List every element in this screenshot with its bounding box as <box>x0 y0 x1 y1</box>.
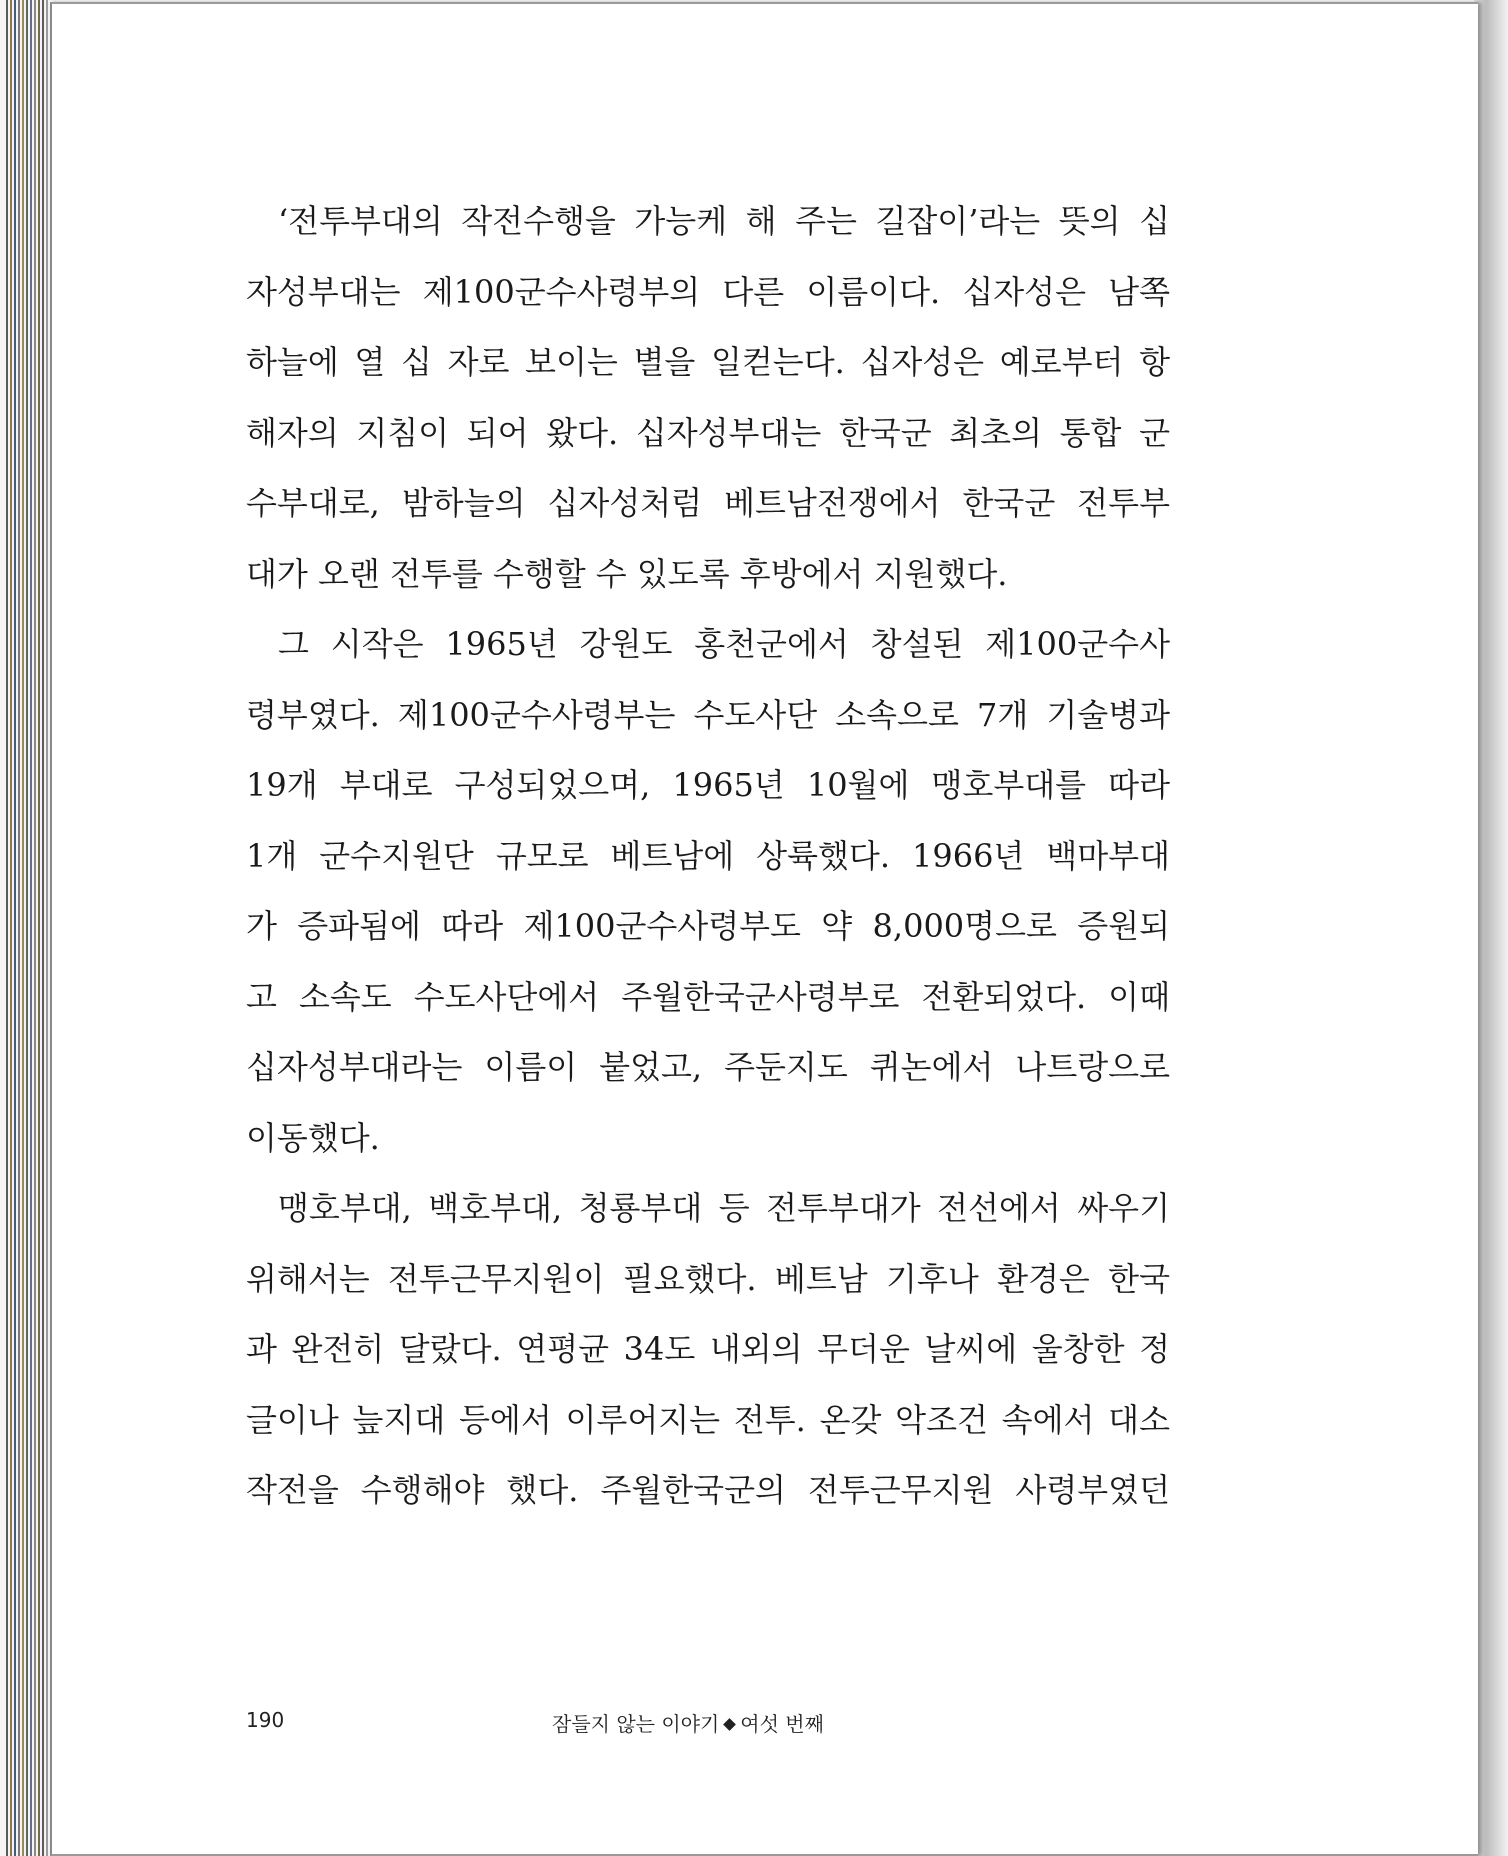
diamond-icon <box>723 1718 736 1731</box>
text-line: 십자성부대라는 이름이 붙었고, 주둔지도 퀴논에서 나트랑으로 <box>246 1048 1170 1086</box>
paragraph-1 <box>246 186 1170 609</box>
body-text <box>246 186 1170 1526</box>
text-line: 작전을 수행해야 했다. 주월한국군의 전투근무지원 사령부였던 <box>246 1471 1170 1509</box>
page-shadow <box>1474 0 1508 1856</box>
text-line: ‘전투부대의 작전수행을 가능케 해 주는 길잡이’라는 뜻의 십 <box>278 202 1170 240</box>
paragraph-3 <box>246 1173 1170 1526</box>
text-line: 가 증파됨에 따라 제100군수사령부도 약 8,000명으로 증원되 <box>246 907 1170 945</box>
text-line: 과 완전히 달랐다. 연평균 34도 내외의 무더운 날씨에 울창한 정 <box>246 1330 1170 1368</box>
text-line: 그 시작은 1965년 강원도 홍천군에서 창설된 제100군수사 <box>278 625 1170 663</box>
part-label: 여섯 번째 <box>740 1712 824 1736</box>
text-line: 19개 부대로 구성되었으며, 1965년 10월에 맹호부대를 따라 <box>246 766 1170 804</box>
text-line: 글이나 늪지대 등에서 이루어지는 전투. 온갖 악조건 속에서 대소 <box>246 1400 1170 1439</box>
text-line: 위해서는 전투근무지원이 필요했다. 베트남 기후나 환경은 한국 <box>246 1259 1170 1298</box>
text-line: 령부였다. 제100군수사령부는 수도사단 소속으로 7개 기술병과 <box>246 695 1170 734</box>
text-line: 수부대로, 밤하늘의 십자성처럼 베트남전쟁에서 한국군 전투부 <box>246 484 1170 522</box>
page-number: 190 <box>246 1708 285 1732</box>
text-line: 1개 군수지원단 규모로 베트남에 상륙했다. 1966년 백마부대 <box>246 836 1170 875</box>
text-line: 이동했다. <box>246 1118 380 1157</box>
running-title <box>552 1708 824 1737</box>
text-line: 하늘에 열 십 자로 보이는 별을 일컫는다. 십자성은 예로부터 항 <box>246 343 1170 381</box>
text-line: 맹호부대, 백호부대, 청룡부대 등 전투부대가 전선에서 싸우기 <box>278 1189 1170 1227</box>
book-title: 잠들지 않는 이야기 <box>552 1712 720 1736</box>
page-stack-edges <box>0 0 56 1856</box>
text-line: 고 소속도 수도사단에서 주월한국군사령부로 전환되었다. 이때 <box>246 977 1170 1016</box>
text-line: 해자의 지침이 되어 왔다. 십자성부대는 한국군 최초의 통합 군 <box>246 413 1170 452</box>
text-line: 대가 오랜 전투를 수행할 수 있도록 후방에서 지원했다. <box>246 554 1008 593</box>
paragraph-2 <box>246 609 1170 1173</box>
text-line: 자성부대는 제100군수사령부의 다른 이름이다. 십자성은 남쪽 <box>246 272 1170 311</box>
